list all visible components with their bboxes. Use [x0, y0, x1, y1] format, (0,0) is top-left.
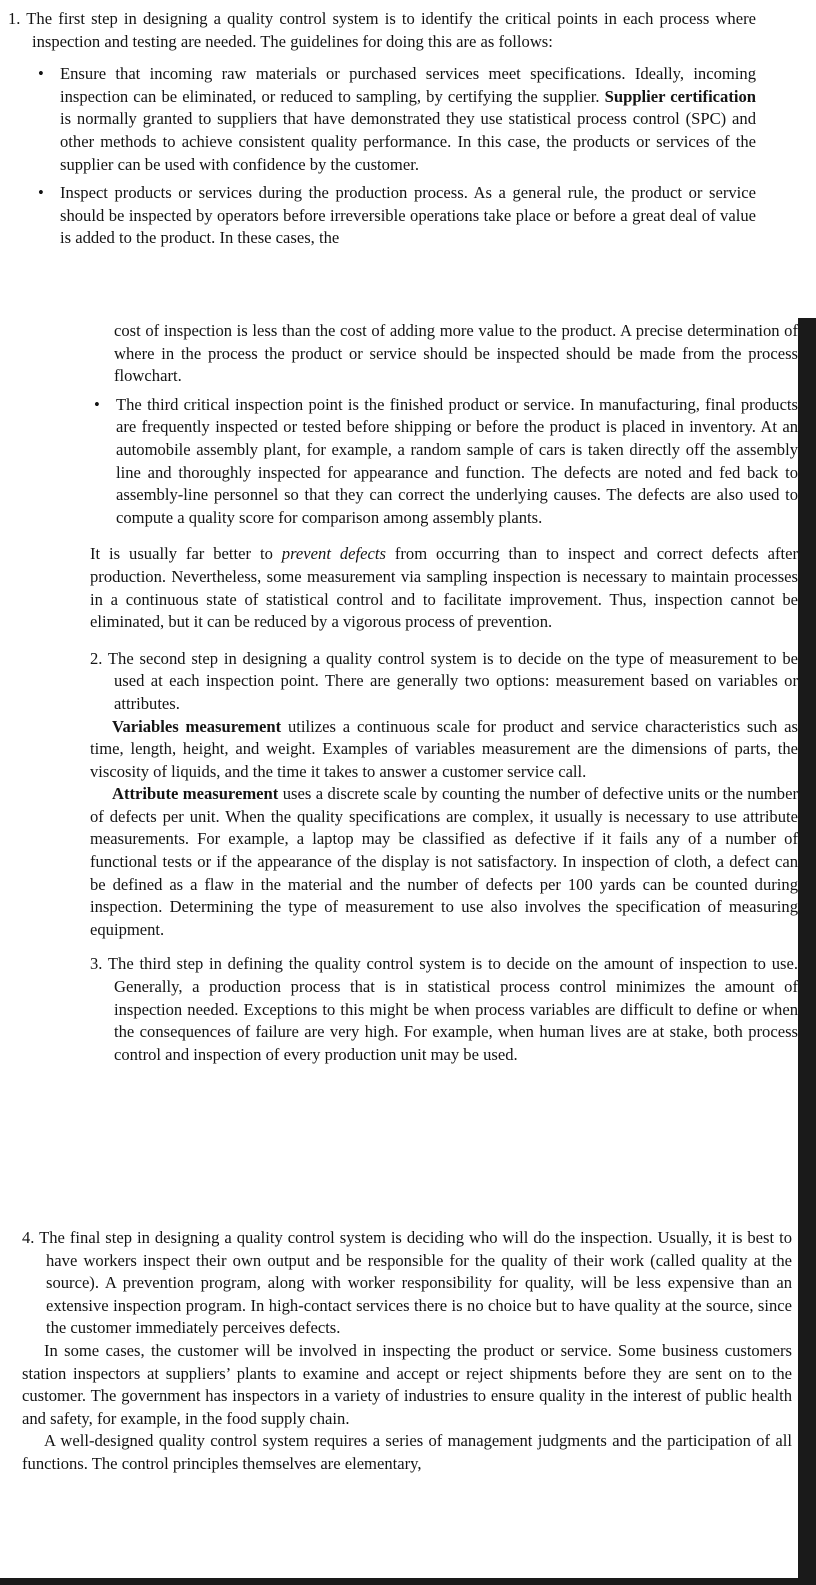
bullet-in-process [34, 182, 756, 250]
prevention-paragraph: It is usually far better to prevent defects from occurring than to inspect and correct defects after production. Nevertheless, some measurement via sampling inspection is necessary to maintain processes in a continuous state of statistical control and to facilitate improvement. Thus, inspection cannot be eliminated, but it can be reduced by a vigorous process of prevention. [90, 544, 798, 632]
bullet-finished-product [90, 394, 798, 530]
bullet-icon: • [38, 64, 44, 84]
attribute-paragraph: Attribute measurement uses a discrete scale by counting the number of defective units or the number of defects per unit. When the quality specifications are complex, it usually is necessary to use attribute measurements. For example, a laptop may be classified as defective if it fails any of a number of functional tests or if the appearance of the display is not satisfactory. In inspection of cloth, a defect can be defined as a flaw in the material and the number of defects per 100 yards can be counted during inspection. Determining the type of measurement to use also involves the specification of measuring equipment. [90, 784, 798, 939]
bullet-icon: • [38, 183, 44, 203]
variables-measurement-term: Variables measurement [112, 716, 282, 736]
step-2-paragraph: 2. The second step in designing a quality control system is to decide on the type of measurement to be used at each inspection point. There are generally two options: measurement based on variables or attributes. [90, 648, 798, 713]
attribute-measurement-term: Attribute measurement [112, 784, 279, 804]
bullet-1-text-b: is normally granted to suppliers that have demonstrated they use statistical process control (SPC) and other methods to achieve consistent quality performance. In this case, the products or services of the supplier can be used with confidence by the customer. [60, 109, 756, 174]
bullet-3-text: The third critical inspection point is the finished product or service. In manufacturing, final products are frequently inspected or tested before shipping or before the product is placed in inventory. At an automobile assembly plant, for example, a random sample of cars is taken directly off the assembly line and thoroughly inspected for appearance and function. The defects are noted and fed back to assembly-line personnel so that they can correct the underlying causes. The defects are also used to compute a quality score for comparison among assembly plants. [116, 394, 798, 527]
variables-paragraph: Variables measurement utilizes a continuous scale for product and service characteristics such as time, length, height, and weight. Examples of variables measurement are the dimensions of parts, the viscosity of liquids, and the time it takes to answer a customer service call. [90, 716, 799, 781]
bottom-edge-shadow [0, 1578, 816, 1585]
step-4-paragraph: 4. The final step in designing a quality control system is deciding who will do the inspection. Usually, it is best to have workers inspect their own output and be responsible for the quality of their work (called quality at the source). A prevention program, along with worker responsibility for quality, will be less expensive than an extensive inspection program. In high-contact services there is no choice but to have quality at the source, since the customer immediately perceives defects. [22, 1228, 792, 1338]
final-paragraph: A well-designed quality control system requires a series of management judgments and the participation of all functions. The control principles themselves are elementary, [22, 1431, 792, 1473]
bullet-icon: • [94, 394, 100, 414]
prevent-defects-term: prevent defects [281, 544, 386, 564]
bullet-1-text-a: Ensure that incoming raw materials or purchased services meet specifications. Ideally, incoming inspection can be eliminated, or reduced to sampling, by certifying the supplier. [60, 64, 756, 106]
section-3 [22, 1227, 792, 1476]
bullet-supplier [34, 63, 756, 176]
bullet-2-text: Inspect products or services during the production process. As a general rule, the product or service should be inspected by operators before irreversible operations take place or before a great deal of value is added to the product. In these cases, the [60, 183, 756, 248]
section-1 [8, 8, 756, 250]
bullet-2-continuation: cost of inspection is less than the cost of adding more value to the product. A precise determination of where in the process the product or service should be inspected should be made from the process flowchart. [114, 321, 798, 386]
section-2 [90, 320, 798, 1066]
supplier-certification-term: Supplier certification [604, 86, 757, 106]
step-1-paragraph: 1. The first step in designing a quality control system is to identify the critical points in each process where inspection and testing are needed. The guidelines for doing this are as follows: [8, 9, 756, 51]
customer-inspection-paragraph: In some cases, the customer will be involved in inspecting the product or service. Some business customers station inspectors at suppliers’ plants to examine and accept or reject shipments before they are sent on to the customer. The government has inspectors in a variety of industries to ensure quality in the interest of public health and safety, for example, in the food supply chain. [22, 1340, 792, 1428]
step-3-paragraph: 3. The third step in defining the quality control system is to decide on the amount of inspection to use. Generally, a production process that is in statistical process control minimizes the amount of inspection needed. Exceptions to this might be when process variables are difficult to define or when the consequences of failure are very high. For example, when human lives are at stake, both process control and inspection of every production unit may be used. [90, 954, 798, 1064]
page-edge-shadow [798, 318, 816, 1578]
